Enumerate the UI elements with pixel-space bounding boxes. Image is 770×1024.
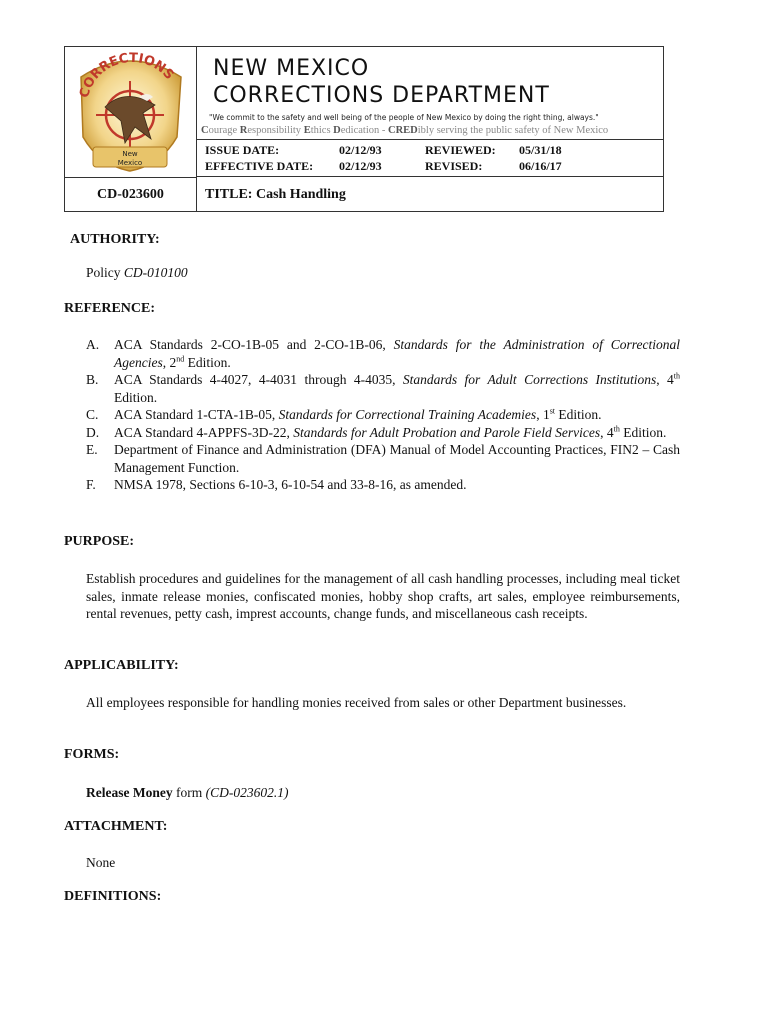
- revised-label: REVISED:: [425, 159, 483, 173]
- effective-date-value: 02/12/93: [339, 159, 382, 173]
- reference-heading: REFERENCE:: [64, 301, 156, 316]
- definitions-heading: DEFINITIONS:: [64, 889, 162, 904]
- issue-date-value: 02/12/93: [339, 143, 382, 157]
- authority-text: Policy CD-010100: [86, 265, 188, 280]
- department-name-line2: CORRECTIONS DEPARTMENT: [213, 83, 550, 108]
- department-tagline: Courage Responsibility Ethics Dedication - CREDibly serving the public safety of New Mexico: [201, 125, 609, 136]
- document-id: CD-023600: [65, 177, 197, 211]
- document-title: TITLE: Cash Handling: [205, 187, 346, 202]
- applicability-text: All employees responsible for handling monies received from sales or other Department businesses.: [86, 695, 627, 710]
- reviewed-value: 05/31/18: [519, 143, 562, 157]
- authority-heading: AUTHORITY:: [70, 232, 160, 247]
- reference-item: A. ACA Standards 2-CO-1B-05 and 2-CO-1B-06, Standards for the Administration of Correctional Agencies, 2nd Edition.: [86, 337, 680, 370]
- reference-item: D. ACA Standard 4-APPFS-3D-22, Standards for Adult Probation and Parole Field Services, 4th Edition.: [86, 424, 667, 440]
- reference-item: E. Department of Finance and Administration (DFA) Manual of Model Accounting Practices, FIN2 – Cash Management Function.: [86, 442, 680, 475]
- corrections-seal-logo: [65, 47, 195, 175]
- svg-text:Mexico: Mexico: [117, 159, 143, 167]
- logo-cell: [65, 47, 197, 177]
- reference-item: B. ACA Standards 4-4027, 4-4031 through 4-4035, Standards for Adult Corrections Institutions, 4th Edition.: [86, 371, 681, 405]
- department-motto: "We commit to the safety and well being of the people of New Mexico by doing the right thing, always.": [209, 113, 599, 122]
- policy-dates: [197, 139, 663, 177]
- department-name-line1: NEW MEXICO: [213, 56, 370, 81]
- purpose-text: Establish procedures and guidelines for the management of all cash handling processes, including meal ticket sales, inmate release monies, confiscated monies, hobby shop crafts, art sales, employee reimbursements, rental revenues, petty cash, imprest accounts, change funds, and miscellaneous cash receipts.: [86, 571, 680, 621]
- reference-item: C. ACA Standard 1-CTA-1B-05, Standards for Correctional Training Academies, 1st Edition.: [86, 406, 602, 422]
- issue-date-label: ISSUE DATE:: [205, 143, 280, 157]
- applicability-heading: APPLICABILITY:: [64, 658, 179, 673]
- department-name: [213, 55, 550, 109]
- form-name: Release Money: [86, 785, 173, 800]
- attachment-heading: ATTACHMENT:: [64, 819, 168, 834]
- policy-header: [64, 46, 664, 212]
- reference-list: [64, 336, 680, 494]
- forms-heading: FORMS:: [64, 747, 120, 762]
- revised-value: 06/16/17: [519, 159, 562, 173]
- forms-text: Release Money form (CD-023602.1): [86, 785, 289, 800]
- svg-text:New: New: [122, 150, 138, 158]
- authority-policy-ref: CD-010100: [123, 265, 188, 280]
- form-id: (CD-023602.1): [205, 785, 289, 800]
- purpose-heading: PURPOSE:: [64, 534, 134, 549]
- reference-item: F. NMSA 1978, Sections 6-10-3, 6-10-54 and 33-8-16, as amended.: [86, 477, 467, 492]
- attachment-text: None: [86, 855, 116, 870]
- effective-date-label: EFFECTIVE DATE:: [205, 159, 314, 173]
- reviewed-label: REVIEWED:: [425, 143, 496, 157]
- svg-text:CORRECTIONS: CORRECTIONS: [77, 50, 177, 100]
